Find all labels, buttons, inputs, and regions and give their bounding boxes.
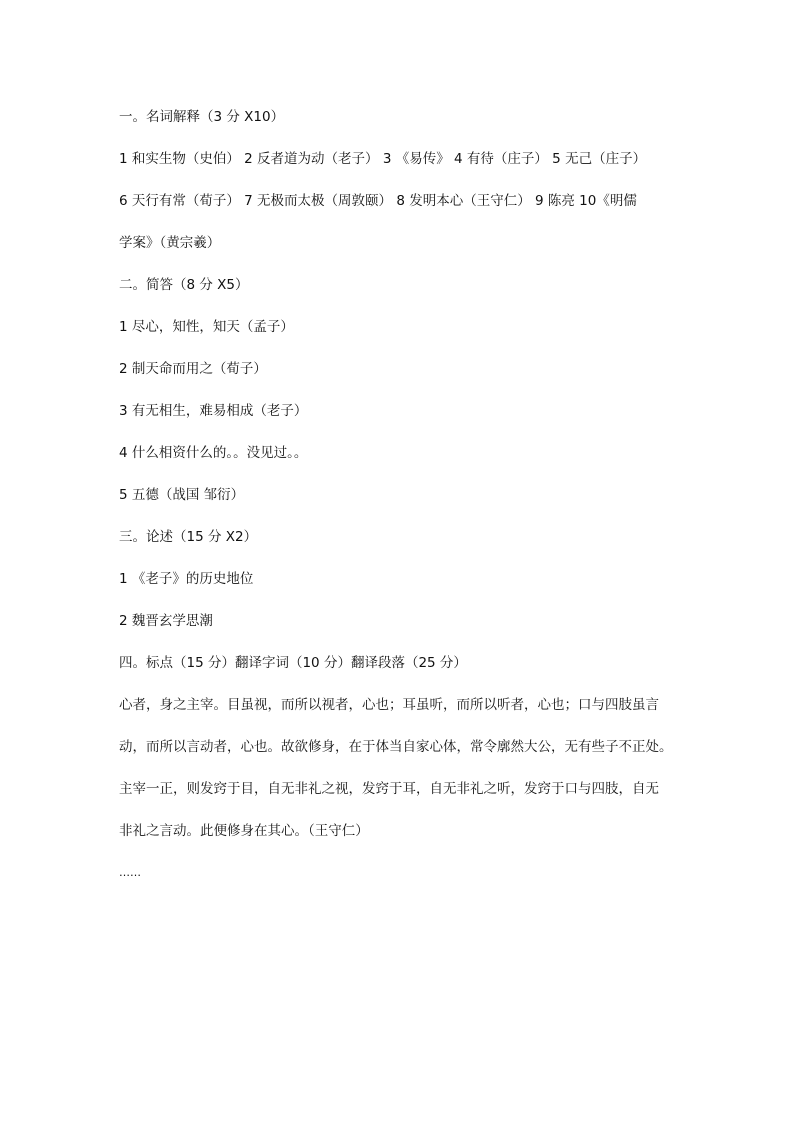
document-page [119, 104, 679, 902]
section-heading-3: 三。论述（15 分 X2） [119, 529, 258, 545]
short-answer-item-1: 1 尽心，知性，知天（孟子） [119, 319, 294, 335]
section-heading-1: 一。名词解释（3 分 X10） [119, 109, 285, 125]
passage-line-2: 动，而所以言动者，心也。故欲修身，在于体当自家心体，常令廓然大公，无有些子不正处。 [119, 739, 673, 755]
short-answer-item-2: 2 制天命而用之（荀子） [119, 361, 267, 377]
section-heading-2: 二。简答（8 分 X5） [119, 277, 249, 293]
passage-line-3: 主宰一正，则发窍于目，自无非礼之视，发窍于耳，自无非礼之听，发窍于口与四肢，自无 [119, 781, 659, 797]
short-answer-item-3: 3 有无相生，难易相成（老子） [119, 403, 308, 419]
short-answer-item-5: 5 五德（战国 邹衍） [119, 487, 245, 503]
ellipsis-text: …… [119, 866, 141, 879]
passage-line-1: 心者，身之主宰。目虽视，而所以视者，心也；耳虽听，而所以听者，心也；口与四肢虽言 [119, 697, 659, 713]
essay-item-2: 2 魏晋玄学思潮 [119, 613, 213, 629]
term-list-line-1: 1 和实生物（史伯） 2 反者道为动（老子） 3 《易传》 4 有待（庄子） 5 无己（庄子） [119, 151, 647, 167]
section-heading-4: 四。标点（15 分）翻译字词（10 分）翻译段落（25 分） [119, 655, 467, 671]
passage-line-4: 非礼之言动。此便修身在其心。（王守仁） [119, 823, 369, 839]
term-list-line-3: 学案》（黄宗羲） [119, 235, 221, 251]
term-list-line-2: 6 天行有常（荀子） 7 无极而太极（周敦颐） 8 发明本心（王守仁） 9 陈亮 10《明儒 [119, 193, 637, 209]
essay-item-1: 1 《老子》的历史地位 [119, 571, 254, 587]
short-answer-item-4: 4 什么相资什么的。。没见过。。 [119, 445, 308, 461]
